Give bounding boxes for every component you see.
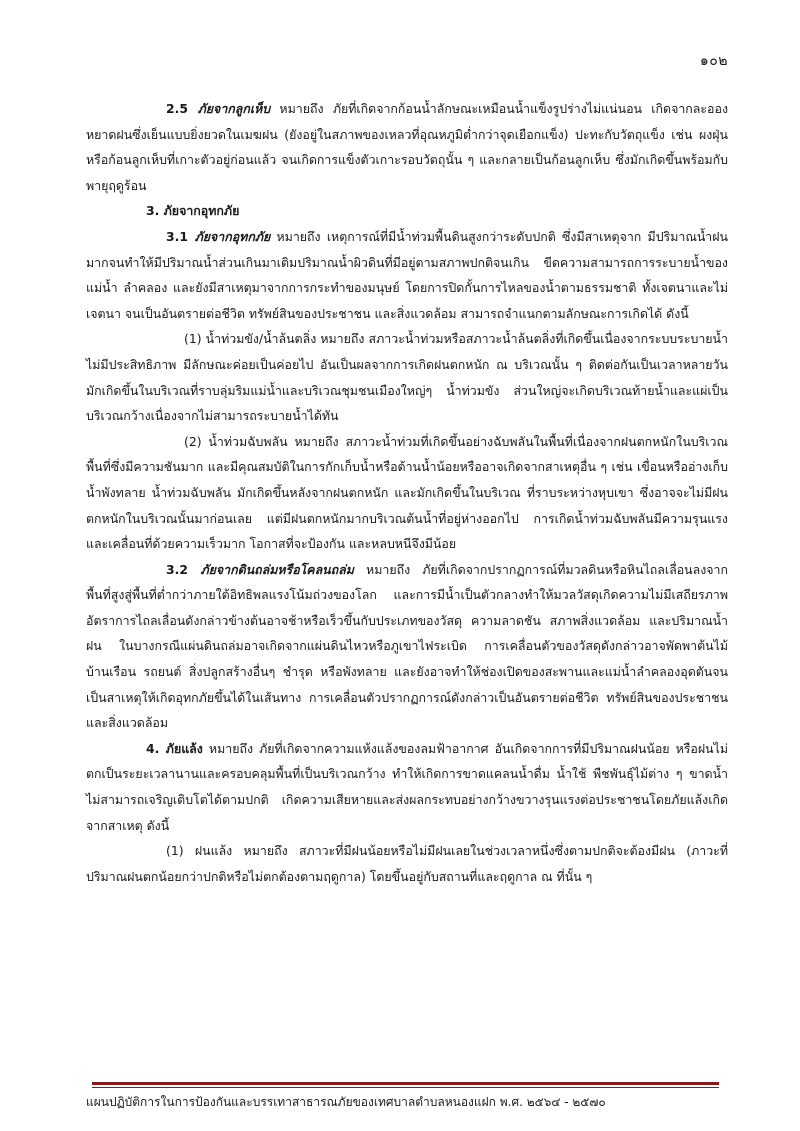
footer-rule — [92, 1082, 719, 1085]
paragraph-drought — [86, 736, 728, 838]
term-flood: ภัยจากอุทกภัย — [194, 228, 271, 244]
paragraph-text: หมายถึง ภัยที่เกิดจากปรากฏการณ์ที่มวลดินหรือหินไถลเลื่อนลงจากพื้นที่สูงสู่พื้นที่ต่ำกว่าภายใต้อิทธิพลแรงโน้มถ่วงของโลก และการมีน้ำเป็นตัวกลางทำให้มวลวัสดุเกิดความไม่มีเสถียรภาพ อัตราการไถลเลื่อนดังกล่าวข้างต้นอาจช้าหรือเร็วขึ้นกับประเภทของวัสดุ ความลาดชัน สภาพสิ่งแวดล้อม และปริมาณน้ำฝน ในบางกรณีแผ่นดินถล่มอาจเกิดจากแผ่นดินไหวหรือภูเขาไฟระเบิด การเคลื่อนตัวของวัสดุดังกล่าวอาจพัดพาต้นไม้ บ้านเรือน รถยนต์ สิ่งปลูกสร้างอื่นๆ ชำรุด หรือพังทลาย และยังอาจทำให้ช่องเปิดของสะพานและแม่น้ำลำคลองอุดตันจนเป็นสาเหตุให้เกิดอุทกภัยขึ้นได้ในเส้นทาง การเคลื่อนตัวปรากฏการณ์ดังกล่าวเป็นอันตรายต่อชีวิต ทรัพย์สินของประชาชนและสิ่งแวดล้อม — [86, 561, 729, 731]
paragraph-flash-flood: (2) น้ำท่วมฉับพลัน หมายถึง สภาวะน้ำท่วมที่เกิดขึ้นอย่างฉับพลันในพื้นที่เนื่องจากฝนตกหนักในบริเวณพื้นที่ซึ่งมีความชันมาก และมีคุณสมบัติในการกักเก็บน้ำหรือต้านน้ำน้อยหรืออาจเกิดจากสาเหตุอื่น ๆ เช่น เขื่อนหรืออ่างเก็บน้ำพังทลาย น้ำท่วมฉับพลัน มักเกิดขึ้นหลังจากฝนตกหนัก และมักเกิดขึ้นในบริเวณ ที่ราบระหว่างหุบเขา ซึ่งอาจจะไม่มีฝนตกหนักในบริเวณนั้นมาก่อนเลย แต่มีฝนตกหนักมากบริเวณต้นน้ำที่อยู่ห่างออกไป การเกิดน้ำท่วมฉับพลันมีความรุนแรงและเคลื่อนที่ด้วยความเร็วมาก โอกาสที่จะป้องกัน และหลบหนีจึงมีน้อย — [86, 433, 728, 552]
section-number: 3.1 — [166, 228, 195, 244]
paragraph-text: หมายถึง ภัยที่เกิดจากความแห้งแล้งของลมฟ้าอากาศ อันเกิดจากการที่มีปริมาณฝนน้อย หรือฝนไม่ตกเป็นระยะเวลานานและครอบคลุมพื้นที่เป็นบริเวณกว้าง ทำให้เกิดการขาดแคลนน้ำดื่ม น้ำใช้ พืชพันธุ์ไม้ต่าง ๆ ขาดน้ำไม่สามารถเจริญเติบโตได้ตามปกติ เกิดความเสียหายและส่งผลกระทบอย่างกว้างขวางรุนแรงต่อประชาชนโดยภัยแล้งเกิดจากสาเหตุ ดังนี้ — [86, 740, 728, 833]
document-body — [86, 96, 728, 889]
term-hail: ภัยจากลูกเห็บ — [197, 101, 271, 116]
paragraph-text: หมายถึง เหตุการณ์ที่มีน้ำท่วมพื้นดินสูงกว่าระดับปกติ ซึ่งมีสาเหตุจาก มีปริมาณน้ำฝนมากจนทำให้มีปริมาณน้ำส่วนเกินมาเติมปริมาณน้ำผิวดินที่มีอยู่ตามสภาพปกติจนเกิน ขีดความสามารถการระบายน้ำของแม่น้ำ ลำคลอง และยังมีสาเหตุมาจากการกระทำของมนุษย์ โดยการปิดกั้นการไหลของน้ำตามธรรมชาติ ทั้งเจตนาและไม่เจตนา จนเป็นอันตรายต่อชีวิต ทรัพย์สินของประชาชน และสิ่งแวดล้อม สามารถจำแนกตามลักษณะการเกิดได้ ดังนี้ — [86, 228, 728, 321]
section-number: 2.5 — [166, 101, 198, 116]
heading-flood: 3. ภัยจากอุทกภัย — [146, 203, 240, 219]
term-landslide: ภัยจากดินถล่มหรือโคลนถล่ม — [200, 561, 354, 577]
footer-rule-thin — [92, 1087, 719, 1088]
paragraph-waterlogging: (1) น้ำท่วมขัง/น้ำล้นตลิ่ง หมายถึง สภาวะน้ำท่วมหรือสภาวะน้ำล้นตลิ่งที่เกิดขึ้นเนื่องจากระบบระบายน้ำไม่มีประสิทธิภาพ มีลักษณะค่อยเป็นค่อยไป อันเป็นผลจากการเกิดฝนตกหนัก ณ บริเวณนั้น ๆ ติดต่อกันเป็นเวลาหลายวัน มักเกิดขึ้นในบริเวณที่ราบลุ่มริมแม่น้ำและบริเวณชุมชนเมืองใหญ่ๆ น้ำท่วมขัง ส่วนใหญ่จะเกิดบริเวณท้ายน้ำและแผ่เป็นบริเวณกว้างเนื่องจากไม่สามารถระบายน้ำได้ทัน — [86, 331, 728, 424]
paragraph-landslide — [86, 557, 728, 736]
section-number: 3.2 — [166, 561, 201, 577]
term-drought: 4. ภัยแล้ง — [146, 740, 203, 756]
paragraph-flood — [86, 224, 728, 326]
paragraph-rain-shortage: (1) ฝนแล้ง หมายถึง สภาวะที่มีฝนน้อยหรือไม่มีฝนเลยในช่วงเวลาหนึ่งซึ่งตามปกติจะต้องมีฝน (ภาวะที่ปริมาณฝนตกน้อยกว่าปกติหรือไม่ตกต้องตามฤดูกาล) โดยขึ้นอยู่กับสถานที่และฤดูกาล ณ ที่นั้น ๆ — [86, 843, 728, 884]
page-number: ๑๐๒ — [699, 53, 728, 69]
paragraph-hail — [86, 96, 728, 198]
paragraph-text: หมายถึง ภัยที่เกิดจากก้อนน้ำลักษณะเหมือนน้ำแข็งรูปร่างไม่แน่นอน เกิดจากละอองหยาดฝนซึ่งเย็นแบบยิ่งยวดในเมฆฝน (ยังอยู่ในสภาพของเหลวที่อุณหภูมิต่ำกว่าจุดเยือกแข็ง) ปะทะกับวัตถุแข็ง เช่น ผงฝุ่น หรือก้อนลูกเห็บที่เกาะตัวอยู่ก่อนแล้ว จนเกิดการแข็งตัวเกาะรอบวัตถุนั้น ๆ และกลายเป็นก้อนลูกเห็บ ซึ่งมักเกิดขึ้นพร้อมกับพายุฤดูร้อน — [86, 101, 728, 193]
footer-text: แผนปฏิบัติการในการป้องกันและบรรเทาสาธารณภัยของเทศบาลตำบลหนองแฝก พ.ศ. ๒๕๖๔ - ๒๕๗๐ — [86, 1095, 606, 1109]
